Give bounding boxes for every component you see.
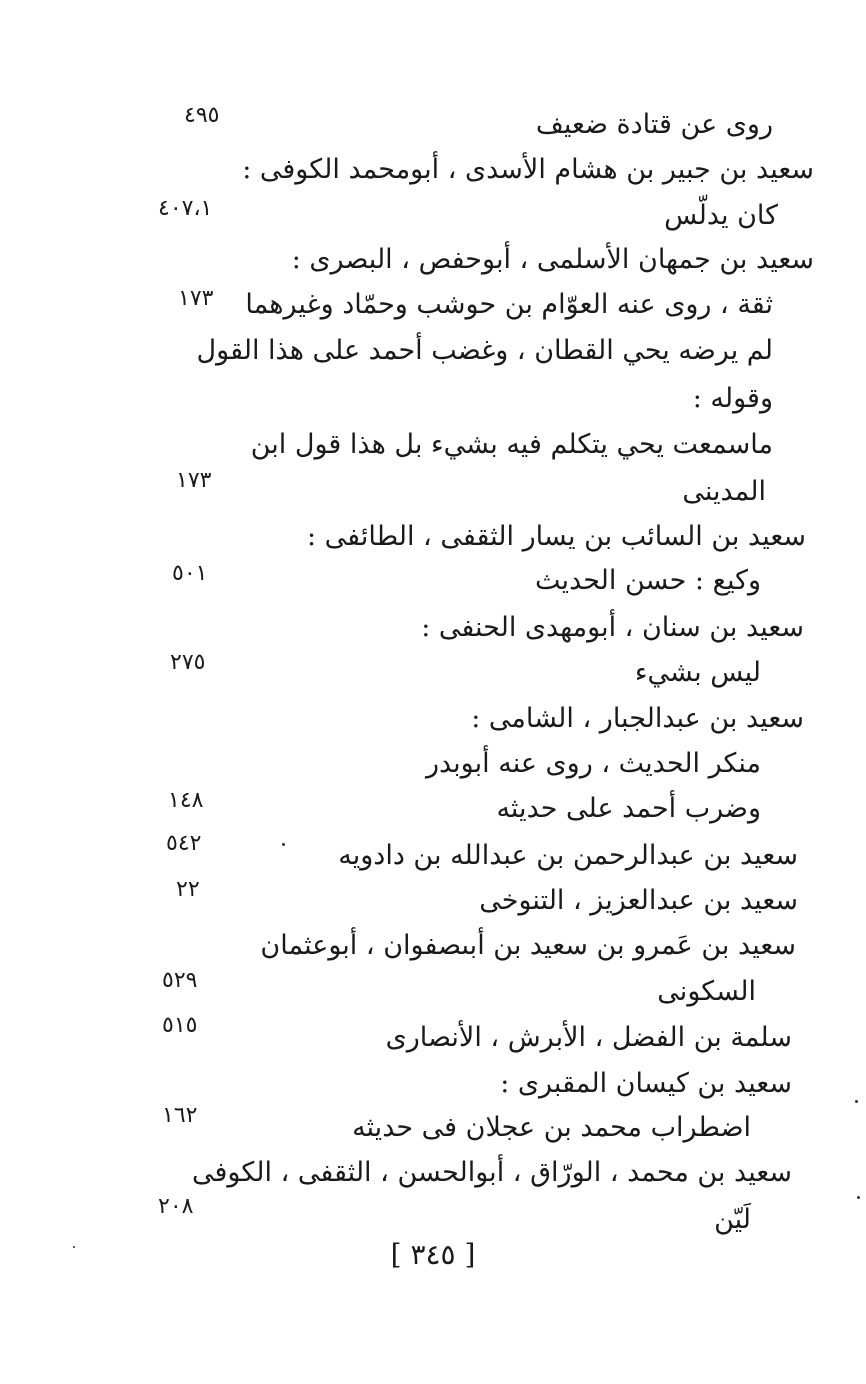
entry-line: سعيد بن عَمرو بن سعيد بن أبىصفوان ، أبوعثمان [260,930,796,961]
entry-line: لَيّن [714,1204,751,1235]
page-ref: ٤٠٧،١ [158,196,213,221]
entry-line: ثقة ، روى عنه العوّام بن حوشب وحمّاد وغيرهما [245,289,773,320]
entry-line: روى عن قتادة ضعيف [535,109,773,140]
entry-line: وكيع : حسن الحديث [535,565,761,596]
entry-line: وضرب أحمد على حديثه [496,793,761,824]
page-ref: ١٧٣ [176,468,212,493]
page-ref: ٥٤٢ [166,831,202,856]
entry-line: سعيد بن سنان ، أبومهدى الحنفى : [421,612,804,643]
page-number: [ ٣٤٥ ] [390,1238,476,1271]
entry-line: منكر الحديث ، روى عنه أبوبدر [425,748,761,779]
entry-line: سلمة بن الفضل ، الأبرش ، الأنصارى [385,1022,792,1053]
scan-speck [857,1196,860,1199]
entry-line: المدينى [682,476,766,507]
entry-line: سعيد بن جبير بن هشام الأسدى ، أبومحمد الكوفى : [242,154,814,185]
entry-line: سعيد بن عبدالجبار ، الشامى : [471,703,804,734]
page-ref: ١٤٨ [168,788,204,813]
entry-line: ليس بشيء [634,657,761,688]
entry-line: كان يدلّس [664,200,778,231]
scan-speck [855,1100,858,1103]
page-ref: ٢٠٨ [158,1194,194,1219]
entry-line: سعيد بن جمهان الأسلمى ، أبوحفص ، البصرى : [291,244,814,275]
entry-line: سعيد بن السائب بن يسار الثقفى ، الطائفى : [307,521,806,552]
page-ref: ١٧٣ [178,286,214,311]
page-ref: ٥٢٩ [162,968,198,993]
page-ref: ٥١٥ [162,1013,198,1038]
page-ref: ٢٢ [176,877,200,902]
scan-speck [282,843,285,846]
entry-line: سعيد بن كيسان المقبرى : [500,1068,792,1099]
page-ref: ٥٠١ [172,561,208,586]
page-ref: ٢٧٥ [170,650,206,675]
page-ref: ١٦٢ [162,1103,198,1128]
entry-line: اضطراب محمد بن عجلان فى حديثه [352,1112,751,1143]
entry-line: سعيد بن محمد ، الورّاق ، أبوالحسن ، الثقفى ، الكوفى [191,1157,792,1188]
page-ref: ٤٩٥ [184,103,220,128]
entry-line: سعيد بن عبدالعزيز ، التنوخى [479,885,798,916]
entry-line: وقوله : [692,383,773,414]
entry-line: سعيد بن عبدالرحمن بن عبدالله بن دادويه [338,840,798,871]
entry-line: لم يرضه يحي القطان ، وغضب أحمد على هذا القول [196,335,773,366]
entry-line: السكونى [657,976,756,1007]
scan-speck [73,1246,75,1248]
entry-line: ماسمعت يحي يتكلم فيه بشيء بل هذا قول ابن [250,429,773,460]
